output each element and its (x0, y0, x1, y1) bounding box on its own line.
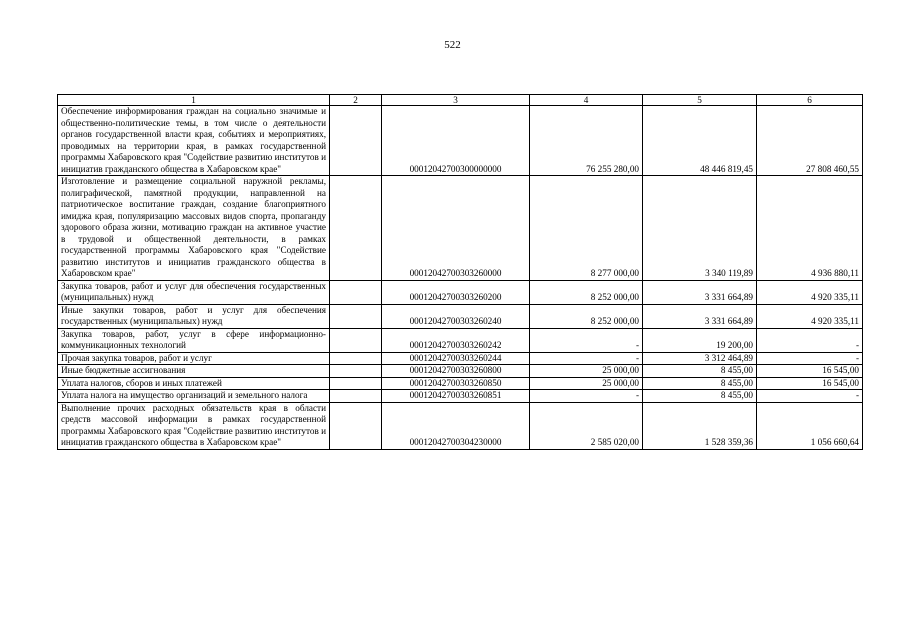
row-code: 00012042700303260000 (382, 176, 530, 281)
row-col6: 4 920 335,11 (757, 280, 863, 304)
row-col2 (330, 328, 382, 352)
row-col5: 8 455,00 (643, 365, 757, 378)
row-col4: 76 255 280,00 (530, 106, 643, 176)
row-col4: - (530, 328, 643, 352)
table-row (58, 390, 863, 403)
table-row (58, 377, 863, 390)
row-name: Иные закупки товаров, работ и услуг для обеспечения государственных (муниципальных) нужд (58, 304, 330, 328)
table-row (58, 106, 863, 176)
row-name: Уплата налогов, сборов и иных платежей (58, 377, 330, 390)
column-header: 1 (58, 95, 330, 106)
row-col5: 1 528 359,36 (643, 402, 757, 449)
table-header-row (58, 95, 863, 106)
row-col6: - (757, 328, 863, 352)
row-col5: 3 312 464,89 (643, 352, 757, 365)
column-header: 4 (530, 95, 643, 106)
row-name: Прочая закупка товаров, работ и услуг (58, 352, 330, 365)
row-code: 00012042700303260240 (382, 304, 530, 328)
row-col2 (330, 280, 382, 304)
row-col4: 25 000,00 (530, 377, 643, 390)
row-col6: 16 545,00 (757, 365, 863, 378)
row-col4: 8 252 000,00 (530, 280, 643, 304)
table-row (58, 280, 863, 304)
row-code: 00012042700303260242 (382, 328, 530, 352)
table-row (58, 304, 863, 328)
row-col2 (330, 377, 382, 390)
row-col6: 1 056 660,64 (757, 402, 863, 449)
row-col5: 48 446 819,45 (643, 106, 757, 176)
column-header: 5 (643, 95, 757, 106)
row-col4: 25 000,00 (530, 365, 643, 378)
row-name: Выполнение прочих расходных обязательств края в области средств массовой информации в рамках государственной программы Хабаровского края "Содействие развитию институтов и инициатив гражданского общества в Хабаровском крае" (58, 402, 330, 449)
row-col5: 3 340 119,89 (643, 176, 757, 281)
row-name: Уплата налога на имущество организаций и земельного налога (58, 390, 330, 403)
row-col4: 2 585 020,00 (530, 402, 643, 449)
row-col2 (330, 365, 382, 378)
row-code: 00012042700303260244 (382, 352, 530, 365)
row-col6: - (757, 352, 863, 365)
row-code: 00012042700304230000 (382, 402, 530, 449)
table-row (58, 365, 863, 378)
row-col2 (330, 390, 382, 403)
row-col2 (330, 304, 382, 328)
row-col2 (330, 402, 382, 449)
row-col5: 3 331 664,89 (643, 304, 757, 328)
row-col4: 8 277 000,00 (530, 176, 643, 281)
row-code: 00012042700303260200 (382, 280, 530, 304)
row-name: Обеспечение информирования граждан на социально значимые и общественно-политические темы, в том числе о деятельности органов государственной власти края, событиях и мероприятиях, проводимых на территории края, в рамках государственной программы Хабаровского края "Содействие развитию институтов и инициатив гражданского общества в Хабаровском крае" (58, 106, 330, 176)
row-name: Закупка товаров, работ, услуг в сфере информационно-коммуникационных технологий (58, 328, 330, 352)
column-header: 6 (757, 95, 863, 106)
row-col6: 4 920 335,11 (757, 304, 863, 328)
row-col5: 19 200,00 (643, 328, 757, 352)
row-col4: - (530, 390, 643, 403)
row-col2 (330, 176, 382, 281)
column-header: 2 (330, 95, 382, 106)
row-col6: 16 545,00 (757, 377, 863, 390)
row-col6: 27 808 460,55 (757, 106, 863, 176)
table-row (58, 176, 863, 281)
column-header: 3 (382, 95, 530, 106)
budget-table (57, 94, 863, 450)
row-col5: 8 455,00 (643, 390, 757, 403)
row-code: 00012042700300000000 (382, 106, 530, 176)
row-name: Закупка товаров, работ и услуг для обеспечения государственных (муниципальных) нужд (58, 280, 330, 304)
row-col4: - (530, 352, 643, 365)
row-col5: 8 455,00 (643, 377, 757, 390)
row-code: 00012042700303260851 (382, 390, 530, 403)
row-code: 00012042700303260800 (382, 365, 530, 378)
table-row (58, 402, 863, 449)
page-number: 522 (444, 39, 461, 51)
row-col2 (330, 106, 382, 176)
row-code: 00012042700303260850 (382, 377, 530, 390)
row-name: Иные бюджетные ассигнования (58, 365, 330, 378)
row-col4: 8 252 000,00 (530, 304, 643, 328)
table-row (58, 328, 863, 352)
row-col5: 3 331 664,89 (643, 280, 757, 304)
row-col6: - (757, 390, 863, 403)
row-col6: 4 936 880,11 (757, 176, 863, 281)
row-name: Изготовление и размещение социальной наружной рекламы, полиграфической, памятной продукции, направленной на патриотическое воспитание граждан, создание благоприятного имиджа края, популяризацию массовых видов спорта, пропаганду здорового образа жизни, мотивацию граждан на активное участие в трудовой и общественной деятельности, в рамках государственной программы Хабаровского края "Содействие развитию институтов и инициатив гражданского общества в Хабаровском крае" (58, 176, 330, 281)
table-row (58, 352, 863, 365)
row-col2 (330, 352, 382, 365)
